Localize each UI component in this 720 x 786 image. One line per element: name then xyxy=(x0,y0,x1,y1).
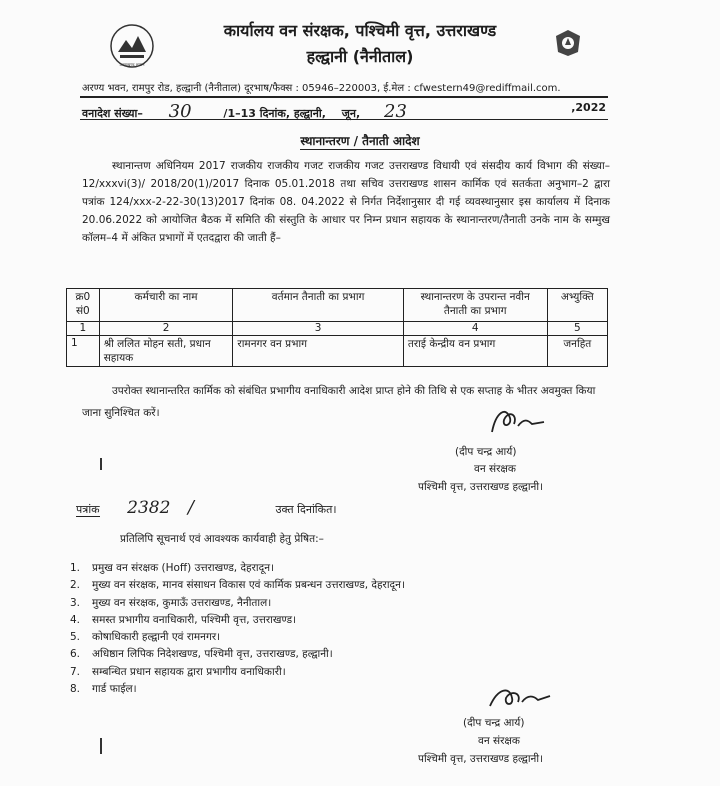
table-column-numbers xyxy=(67,322,608,336)
closing-paragraph: उपरोक्त स्थानान्तरित कार्मिक को संबंधित प्रभागीय वनाधिकारी आदेश प्राप्त होने की तिथि से एक सप्ताह के भीतर अवमुक्त किया जाना सुनिश्चित करें। xyxy=(82,385,596,419)
margin-mark xyxy=(100,458,102,470)
cell-new-division: तराई केन्द्रीय वन प्रभाग xyxy=(403,336,547,367)
table-row xyxy=(67,336,608,367)
handwritten-patrank-no: 2382 xyxy=(127,498,171,518)
signatory-designation: वन संरक्षक xyxy=(478,735,520,747)
svg-text:उत्तराखण्ड शासन: उत्तराखण्ड शासन xyxy=(119,62,145,67)
copy-list xyxy=(70,560,405,698)
column-number: 3 xyxy=(233,322,403,336)
office-title: कार्यालय वन संरक्षक, पश्चिमी वृत्त, उत्तराखण्ड xyxy=(223,21,497,40)
signatory-office: पश्चिमी वृत्त, उत्तराखण्ड हल्द्वानी। xyxy=(418,481,544,493)
document-heading: स्थानान्तरण / तैनाती आदेश xyxy=(300,134,420,148)
signatory-name: (दीप चन्द्र आर्य) xyxy=(455,446,517,458)
header-rule xyxy=(80,96,608,98)
list-item: 5. कोषाधिकारी हल्द्वानी एवं रामनगर। xyxy=(70,631,221,644)
cell-employee-name: श्री ललित मोहन सती, प्रधान सहायक xyxy=(99,336,233,367)
list-item: 6. अधिष्ठान लिपिक निदेशखण्ड, पश्चिमी वृत्त, उत्तराखण्ड, हल्द्वानी। xyxy=(70,648,333,661)
order-label: वनादेश संख्या– xyxy=(82,107,143,120)
list-item: 7. सम्बन्धित प्रधान सहायक द्वारा प्रभागीय वनाधिकारी। xyxy=(70,665,286,678)
list-item: 1. प्रमुख वन संरक्षक (Hoff) उत्तराखण्ड, देहरादून। xyxy=(70,562,275,574)
patrank-label: पत्रांक xyxy=(76,503,100,516)
patrank-slash: / xyxy=(187,497,194,518)
copy-to-heading: प्रतिलिपि सूचनार्थ एवं आवश्यक कार्यवाही हेतु प्रेषित:– xyxy=(120,533,324,545)
handwritten-day: 23 xyxy=(384,101,407,122)
list-item: 8. गार्ड फाईल। xyxy=(70,683,137,696)
office-address: अरण्य भवन, रामपुर रोड, हल्द्वानी (नैनीताल) दूरभाष/फैक्स : 05946–220003, ई.मेल : cfwestern49@rediffmail.com. xyxy=(82,83,561,94)
table-header-row xyxy=(67,289,608,322)
order-month: जून, xyxy=(341,107,361,120)
signatory-office: पश्चिमी वृत्त, उत्तराखण्ड हल्द्वानी। xyxy=(418,753,544,765)
handwritten-order-no: 30 xyxy=(168,101,192,122)
body-paragraph: स्थानान्तण अधिनियम 2017 राजकीय राजकीय गजट राजकीय गजट उत्तराखण्ड विधायी एवं संसदीय कार्य विभाग की संख्या–12/xxxvi(3)/ 2018/20(1)/2017 दिनाक 05.01.2018 तथा सचिव उत्तराखण्ड शासन कार्मिक एवं सतर्कता अनुभाग–2 द्वारा पत्रांक 124/xxx-2-22-30(13)2017 दिनांक 08. 04.2022 से निर्गत निर्देशानुसार दी गई व्यवस्थानुसार इस कार्यालय में दिनाक 20.06.2022 को आयोजित बैठक में समिति की संस्तुति के आधार पर निम्न प्रधान सहायक के स्थानान्तरण/तैनाती उनके नाम के सम्मुख कॉलम–4 में अंकित प्रभागों में एतदद्वारा की जाती हैं– xyxy=(82,160,610,244)
header-new-division: स्थानान्तरण के उपरान्त नवीन तैनाती का प्रभाग xyxy=(403,289,547,322)
list-item: 4. समस्त प्रभागीय वनाधिकारी, पश्चिमी वृत्त, उत्तराखण्ड। xyxy=(70,613,297,626)
header-serial: क्र0 सं0 xyxy=(67,289,100,322)
cell-serial: 1 xyxy=(67,336,100,367)
patrank-line xyxy=(76,497,337,518)
order-rule xyxy=(80,119,608,120)
header-employee-name: कर्मचारी का नाम xyxy=(99,289,233,322)
cell-remarks: जनहित xyxy=(547,336,607,367)
order-ref: /1–13 दिनांक, हल्द्वानी, xyxy=(223,107,326,120)
cell-current-division: रामनगर वन प्रभाग xyxy=(233,336,403,367)
signature-scribble xyxy=(484,680,556,716)
list-item: 2. मुख्य वन संरक्षक, मानव संसाधन विकास एवं कार्मिक प्रबन्धन उत्तराखण्ड, देहरादून। xyxy=(70,579,405,592)
patrank-suffix: उक्त दिनांकित। xyxy=(275,503,337,516)
column-number: 1 xyxy=(67,322,100,336)
signature-scribble xyxy=(484,402,554,442)
order-year: ,2022 xyxy=(571,101,606,114)
margin-mark xyxy=(100,738,102,754)
list-item: 3. मुख्य वन संरक्षक, कुमाऊँ उत्तराखण्ड, नैनीताल। xyxy=(70,596,272,609)
transfer-table xyxy=(66,288,608,367)
office-location: हल्द्वानी (नैनीताल) xyxy=(306,47,414,66)
column-number: 5 xyxy=(547,322,607,336)
column-number: 2 xyxy=(99,322,233,336)
column-number: 4 xyxy=(403,322,547,336)
signatory-designation: वन संरक्षक xyxy=(474,463,516,475)
header-current-division: वर्तमान तैनाती का प्रभाग xyxy=(233,289,403,322)
header-remarks: अभ्युक्ति xyxy=(547,289,607,322)
signatory-name: (दीप चन्द्र आर्य) xyxy=(463,717,525,729)
